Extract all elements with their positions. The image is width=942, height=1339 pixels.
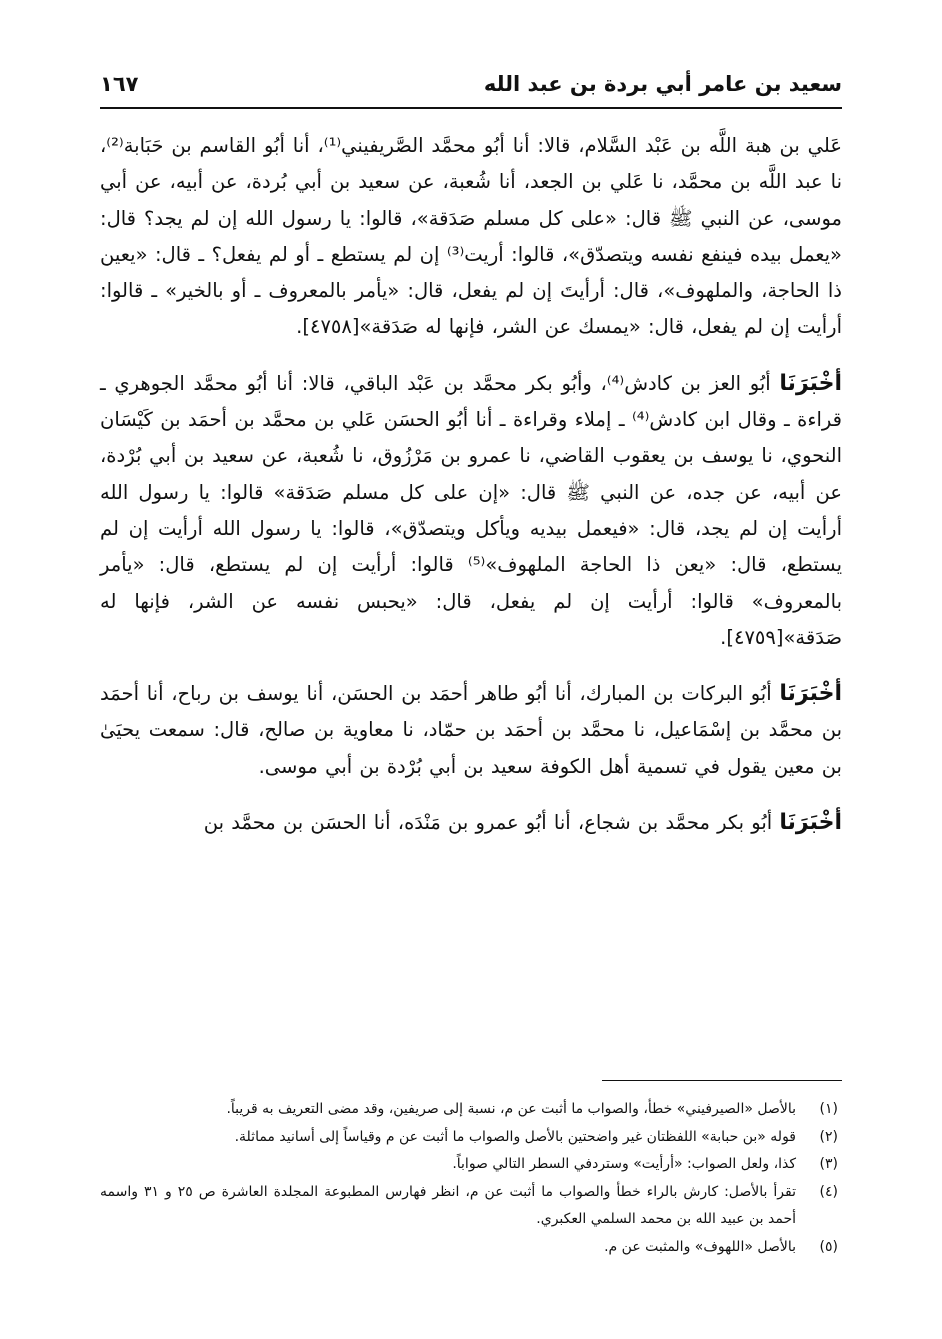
paragraph-1 [100, 128, 842, 346]
header-divider [100, 107, 842, 109]
paragraph-text: عَلي بن هبة اللَّه بن عَبْد السَّلام، قالا: أنا أبُو محمَّد الصَّريفيني⁽¹⁾، أنا أبُو القاسم بن حَبَابة⁽²⁾، نا عبد اللَّه بن محمَّد، نا عَلي بن الجعد، أنا شُعبة، عن سعيد بن أبي بُردة، عن أبيه، عن أبي موسى، عن النبي ﷺ قال: «على كل مسلم صَدَقة»، قالوا: يا رسول الله إن لم يجد؟ قال: «يعمل بيده فينفع نفسه ويتصدّق»، قالوا: أريت⁽³⁾ إن لم يستطع ـ أو لم يفعل؟ ـ قال: «يعين ذا الحاجة، والملهوف»، قال: أرأيتَ إن لم يفعل، قال: «يأمر بالمعروف ـ أو بالخير» ـ قالوا: أرأيت إن لم يفعل، قال: «يمسك عن الشر، فإنها له صَدَقة»[٤٧٥٨]. [100, 134, 842, 339]
paragraph-text: أبُو بكر محمَّد بن شجاع، أنا أبُو عمرو بن مَنْدَه، أنا الحسَن بن محمَّد بن [203, 811, 773, 835]
footnote-text: قوله «بن حبابة» اللفظتان غير واضحتين بالأصل والصواب ما أثبت عن م وقياساً إلى أسانيد مماثلة. [234, 1128, 796, 1145]
main-text [100, 128, 842, 861]
paragraph-3 [100, 676, 842, 785]
running-title: سعيد بن عامر أبي بردة بن عبد الله [483, 72, 842, 96]
footnote-5 [100, 1234, 842, 1262]
footnote-1 [100, 1096, 842, 1124]
footnote-number: (٢) [819, 1128, 838, 1145]
footnote-number: (٣) [819, 1156, 838, 1172]
footnote-3 [100, 1151, 842, 1179]
footnote-divider [602, 1080, 842, 1081]
footnote-number: (٤) [819, 1183, 838, 1200]
paragraph-lead: أخْبَرَنَا [779, 810, 842, 836]
footnote-number: (١) [819, 1101, 838, 1117]
footnote-text: تقرأ بالأصل: كارش بالراء خطأ والصواب ما أثبت عن م، انظر فهارس المطبوعة المجلدة العاشرة ص ٢٥ و ٣١ واسمه أحمد بن عبيد الله بن محمد السلمي العكبري. [100, 1183, 797, 1227]
footnote-4 [100, 1179, 842, 1234]
footnotes [100, 1096, 842, 1261]
running-header [100, 66, 842, 102]
paragraph-text: أبُو البركات بن المبارك، أنا أبُو طاهر أحمَد بن الحسَن، أنا يوسف بن رباح، أنا أحمَد بن محمَّد بن إسْمَاعيل، نا محمَّد بن أحمَد بن حمّاد، نا معاوية بن صالح، قال: سمعت يحيَىٰ بن معين يقول في تسمية أهل الكوفة سعيد بن أبي بُرْدة بن أبي موسى. [100, 682, 842, 778]
footnote-text: كذا، ولعل الصواب: «أرأيت» وستردفي السطر التالي صواباً. [452, 1156, 796, 1172]
footnote-text: بالأصل «الصيرفيني» خطأ، والصواب ما أثبت عن م، نسبة إلى صريفين، وقد مضى التعريف به قريباً. [226, 1101, 796, 1117]
paragraph-4 [100, 805, 842, 841]
footnote-2 [100, 1124, 842, 1152]
footnote-number: (٥) [819, 1238, 838, 1255]
paragraph-2 [100, 366, 842, 656]
paragraph-text: أبُو العز بن كادش⁽⁴⁾، وأبُو بكر محمَّد بن عَبْد الباقي، قالا: أنا أبُو محمَّد الجوهري ـ قراءة ـ وقال ابن كادش⁽⁴⁾ ـ إملاء وقراءة ـ أنا أبُو الحسَن عَلي بن محمَّد بن أحمَد بن كَيْسَان النحوي، نا يوسف بن يعقوب القاضي، نا عمرو بن مَرْزُوق، نا شُعبة، عن سعيد بن أبي بُرْدة، عن أبيه، عن جده، عن النبي ﷺ قال: «إن على كل مسلم صَدَقة» قالوا: يا رسول الله أرأيت إن لم يجد، قال: «فيعمل بيديه ويأكل ويتصدّق»، قالوا: يا رسول الله أرأيت إن لم يستطع، قال: «يعن ذا الحاجة الملهوف»⁽⁵⁾ قالوا: أرأيت إن لم يستطع، قال: «يأمر بالمعروف» قالوا: أرأيت إن لم يفعل، قال: «يحبس نفسه عن الشر، فإنها له صَدَقة»[٤٧٥٩]. [100, 371, 843, 649]
paragraph-lead: أخْبَرَنَا [779, 681, 842, 707]
page-number: ١٦٧ [100, 72, 139, 96]
paragraph-lead: أخْبَرَنَا [779, 370, 843, 396]
footnote-text: بالأصل «اللهوف» والمثبت عن م. [604, 1238, 796, 1255]
